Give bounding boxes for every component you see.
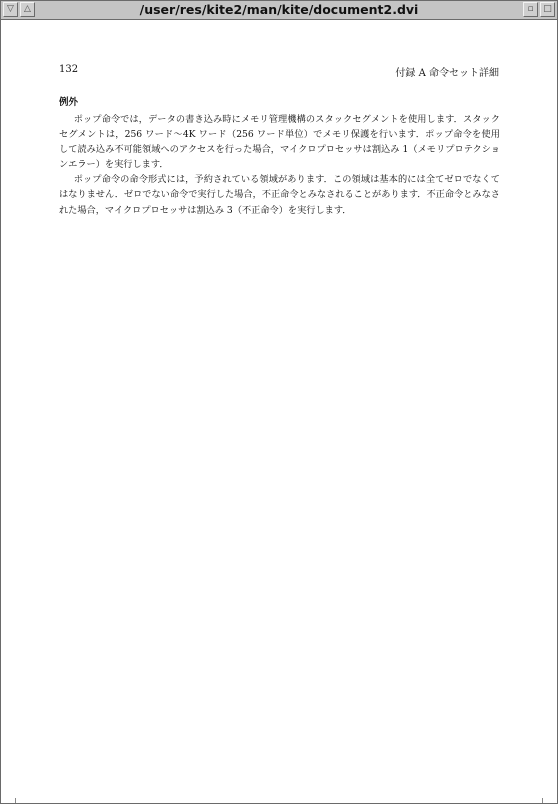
section-title: 例外 [59,97,79,108]
page-corner-mark-left [15,798,16,803]
title-bar[interactable] [1,1,557,20]
body-text [59,112,500,218]
paragraph: ポップ命令の命令形式には，予約されている領域があります．この領域は基本的には全てゼロでなくてはなりません．ゼロでない命令で実行した場合，不正命令とみなされることがあります．不正命令とみなされた場合，マイクロプロセッサは割込み 3（不正命令）を実行します． [59,174,500,216]
window-title: /user/res/kite2/man/kite/document2.dvi [139,2,419,17]
paragraph: ポップ命令では，データの書き込み時にメモリ管理機構のスタックセグメントを使用します．スタックセグメントは，256 ワード〜4K ワード（256 ワード単位）でメモリ保護を行います．ポップ命令を使用して読み込み不可能領域へのアクセスを行った場合，マイクロプロセッサは割込み 1（メモリプロテクションエラー）を実行します． [59,114,500,171]
page-corner-mark-right [542,798,543,803]
running-head: 付録 A 命令セット詳細 [395,68,499,79]
maximize-icon[interactable]: □ [540,2,555,17]
page-number: 132 [59,64,79,75]
shade-arrow-icon[interactable]: △ [20,2,35,17]
window-menu-icon[interactable]: ▽ [3,2,18,17]
iconify-icon[interactable]: ▫ [523,2,538,17]
document-page [1,20,557,803]
